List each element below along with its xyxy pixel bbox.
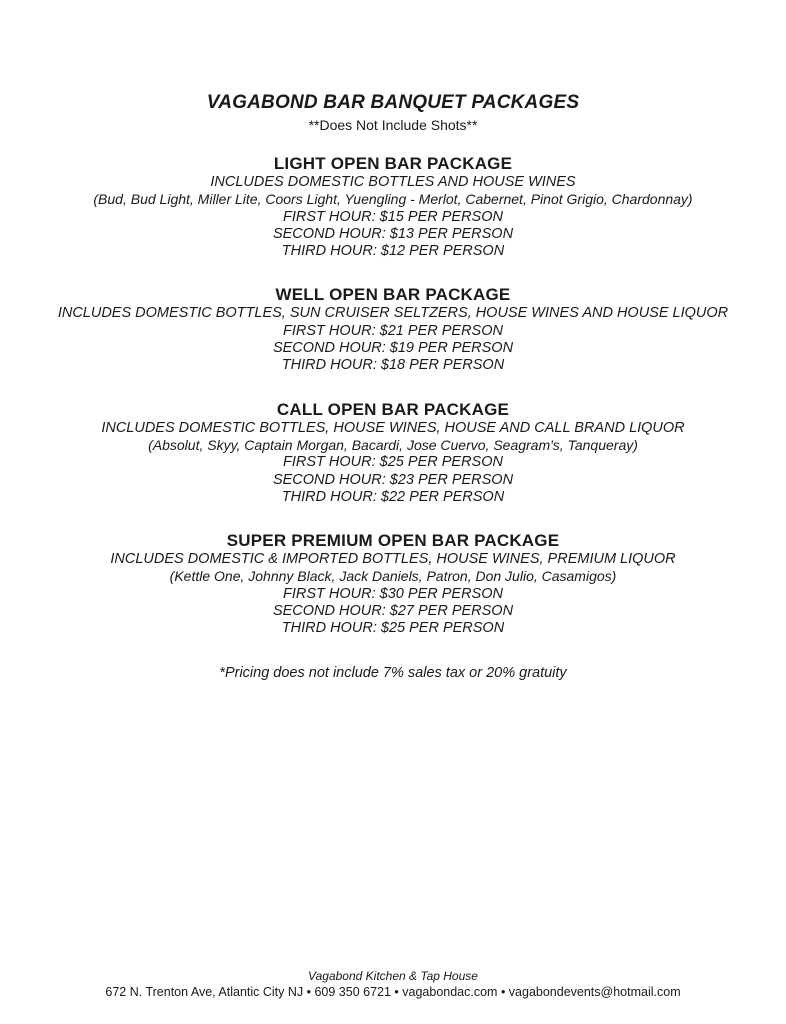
pricing-line: FIRST HOUR: $15 PER PERSON bbox=[283, 208, 503, 225]
pricing-line: SECOND HOUR: $19 PER PERSON bbox=[272, 340, 514, 357]
pricing-line: SECOND HOUR: $13 PER PERSON bbox=[272, 225, 514, 242]
page-title: VAGABOND BAR BANQUET PACKAGES bbox=[206, 92, 580, 113]
package-brands: (Kettle One, Johnny Black, Jack Daniels, Patron, Don Julio, Casamigos) bbox=[169, 568, 617, 585]
package-brands: (Bud, Bud Light, Miller Lite, Coors Light, Yuengling - Merlot, Cabernet, Pinot Grigio, Chardonnay) bbox=[93, 191, 693, 208]
package-section-light bbox=[0, 154, 786, 260]
package-includes: INCLUDES DOMESTIC BOTTLES AND HOUSE WINES bbox=[210, 174, 576, 190]
pricing-line: FIRST HOUR: $30 PER PERSON bbox=[283, 585, 503, 602]
pricing-line: SECOND HOUR: $23 PER PERSON bbox=[272, 471, 514, 488]
package-includes: INCLUDES DOMESTIC & IMPORTED BOTTLES, HOUSE WINES, PREMIUM LIQUOR bbox=[110, 551, 676, 568]
pricing-line: FIRST HOUR: $21 PER PERSON bbox=[283, 322, 503, 339]
pricing-disclaimer: *Pricing does not include 7% sales tax or 20% gratuity bbox=[219, 664, 567, 681]
package-section-super-premium bbox=[0, 531, 786, 637]
pricing-line: FIRST HOUR: $25 PER PERSON bbox=[283, 454, 503, 471]
page-subtitle: **Does Not Include Shots** bbox=[308, 117, 478, 133]
package-title: SUPER PREMIUM OPEN BAR PACKAGE bbox=[226, 531, 560, 551]
package-section-well bbox=[0, 285, 786, 374]
package-includes: INCLUDES DOMESTIC BOTTLES, HOUSE WINES, HOUSE AND CALL BRAND LIQUOR bbox=[101, 419, 685, 436]
package-includes: INCLUDES DOMESTIC BOTTLES, SUN CRUISER SELTZERS, HOUSE WINES AND HOUSE LIQUOR bbox=[57, 305, 729, 322]
package-section-call bbox=[0, 400, 786, 506]
pricing-line: THIRD HOUR: $18 PER PERSON bbox=[281, 357, 505, 374]
pricing-line: THIRD HOUR: $22 PER PERSON bbox=[281, 488, 505, 505]
package-title: WELL OPEN BAR PACKAGE bbox=[275, 285, 511, 305]
pricing-line: THIRD HOUR: $12 PER PERSON bbox=[281, 243, 505, 260]
package-brands: (Absolut, Skyy, Captain Morgan, Bacardi, Jose Cuervo, Seagram's, Tanqueray) bbox=[148, 436, 638, 453]
business-name: Vagabond Kitchen & Tap House bbox=[308, 969, 478, 983]
package-title: CALL OPEN BAR PACKAGE bbox=[276, 399, 510, 419]
business-contact-info: 672 N. Trenton Ave, Atlantic City NJ • 609 350 6721 • vagabondac.com • vagabondevents@hotmail.com bbox=[105, 985, 681, 999]
page-footer bbox=[0, 969, 786, 1000]
pricing-line: SECOND HOUR: $27 PER PERSON bbox=[272, 603, 514, 620]
pricing-line: THIRD HOUR: $25 PER PERSON bbox=[281, 620, 505, 637]
package-title: LIGHT OPEN BAR PACKAGE bbox=[273, 154, 513, 173]
